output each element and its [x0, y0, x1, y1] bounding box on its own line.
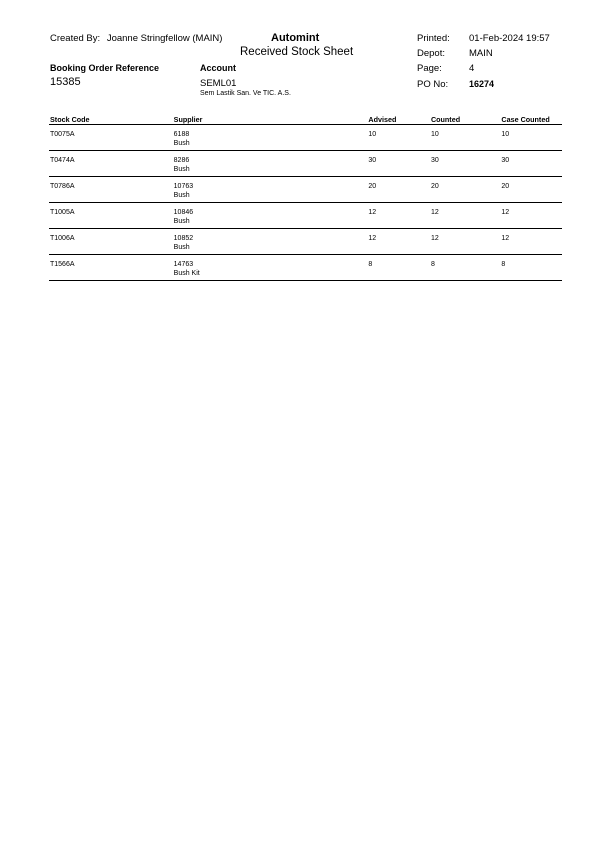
- account-code: SEML01: [200, 78, 237, 89]
- supplier-code: 10846: [173, 209, 194, 216]
- supplier-code: 14763: [173, 261, 194, 268]
- supplier-cell: [173, 125, 368, 151]
- supplier-cell: [173, 151, 368, 177]
- counted-cell: 10: [430, 125, 500, 151]
- booking-order-reference-value: 15385: [50, 76, 81, 88]
- supplier-desc: Bush Kit: [173, 270, 200, 277]
- stock-code-cell: T0075A: [49, 125, 173, 151]
- table-row: [49, 125, 562, 151]
- created-by-label: Created By:: [50, 33, 101, 44]
- counted-cell: 30: [430, 151, 500, 177]
- case-counted-cell: 12: [500, 203, 562, 229]
- document-title: Received Stock Sheet: [240, 46, 354, 58]
- table-row: [49, 229, 562, 255]
- col-stock-code: Stock Code: [49, 115, 173, 125]
- account-name: Sem Lastik San. Ve TIC. A.S.: [200, 90, 291, 97]
- supplier-cell: [173, 229, 368, 255]
- supplier-code: 10763: [173, 183, 194, 190]
- counted-cell: 12: [430, 203, 500, 229]
- supplier-desc: Bush: [173, 166, 190, 173]
- depot-value: MAIN: [469, 48, 493, 59]
- page-value: 4: [469, 63, 475, 74]
- supplier-desc: Bush: [173, 218, 190, 225]
- stock-table: [49, 115, 562, 281]
- table-header-row: [49, 115, 562, 125]
- stock-code-cell: T1566A: [49, 255, 173, 281]
- advised-cell: 8: [367, 255, 430, 281]
- col-advised: Advised: [367, 115, 430, 125]
- supplier-code: 8286: [173, 157, 190, 164]
- supplier-desc: Bush: [173, 244, 190, 251]
- company-name: Automint: [271, 32, 320, 44]
- col-counted: Counted: [430, 115, 500, 125]
- booking-order-reference-label: Booking Order Reference: [50, 63, 160, 73]
- advised-cell: 12: [367, 203, 430, 229]
- table-row: [49, 203, 562, 229]
- supplier-cell: [173, 203, 368, 229]
- supplier-code: 10852: [173, 235, 194, 242]
- case-counted-cell: 20: [500, 177, 562, 203]
- stock-code-cell: T0786A: [49, 177, 173, 203]
- table-row: [49, 177, 562, 203]
- case-counted-cell: 12: [500, 229, 562, 255]
- counted-cell: 8: [430, 255, 500, 281]
- po-number-label: PO No:: [417, 79, 449, 90]
- printed-value: 01-Feb-2024 19:57: [469, 33, 550, 44]
- counted-cell: 20: [430, 177, 500, 203]
- advised-cell: 30: [367, 151, 430, 177]
- col-supplier: Supplier: [173, 115, 368, 125]
- case-counted-cell: 10: [500, 125, 562, 151]
- stock-code-cell: T1005A: [49, 203, 173, 229]
- stock-code-cell: T0474A: [49, 151, 173, 177]
- depot-label: Depot:: [417, 48, 445, 59]
- created-by-value: Joanne Stringfellow (MAIN): [106, 33, 223, 44]
- col-case-counted: Case Counted: [500, 115, 562, 125]
- table-row: [49, 255, 562, 281]
- case-counted-cell: 8: [500, 255, 562, 281]
- table-row: [49, 151, 562, 177]
- supplier-desc: Bush: [173, 192, 190, 199]
- supplier-desc: Bush: [173, 140, 190, 147]
- stock-code-cell: T1006A: [49, 229, 173, 255]
- advised-cell: 12: [367, 229, 430, 255]
- page-label: Page:: [417, 63, 442, 74]
- advised-cell: 10: [367, 125, 430, 151]
- account-label: Account: [200, 63, 236, 73]
- supplier-cell: [173, 255, 368, 281]
- created-by: [50, 33, 222, 44]
- counted-cell: 12: [430, 229, 500, 255]
- case-counted-cell: 30: [500, 151, 562, 177]
- supplier-code: 6188: [173, 131, 190, 138]
- advised-cell: 20: [367, 177, 430, 203]
- printed-label: Printed:: [417, 33, 450, 44]
- supplier-cell: [173, 177, 368, 203]
- po-number-value: 16274: [469, 79, 495, 89]
